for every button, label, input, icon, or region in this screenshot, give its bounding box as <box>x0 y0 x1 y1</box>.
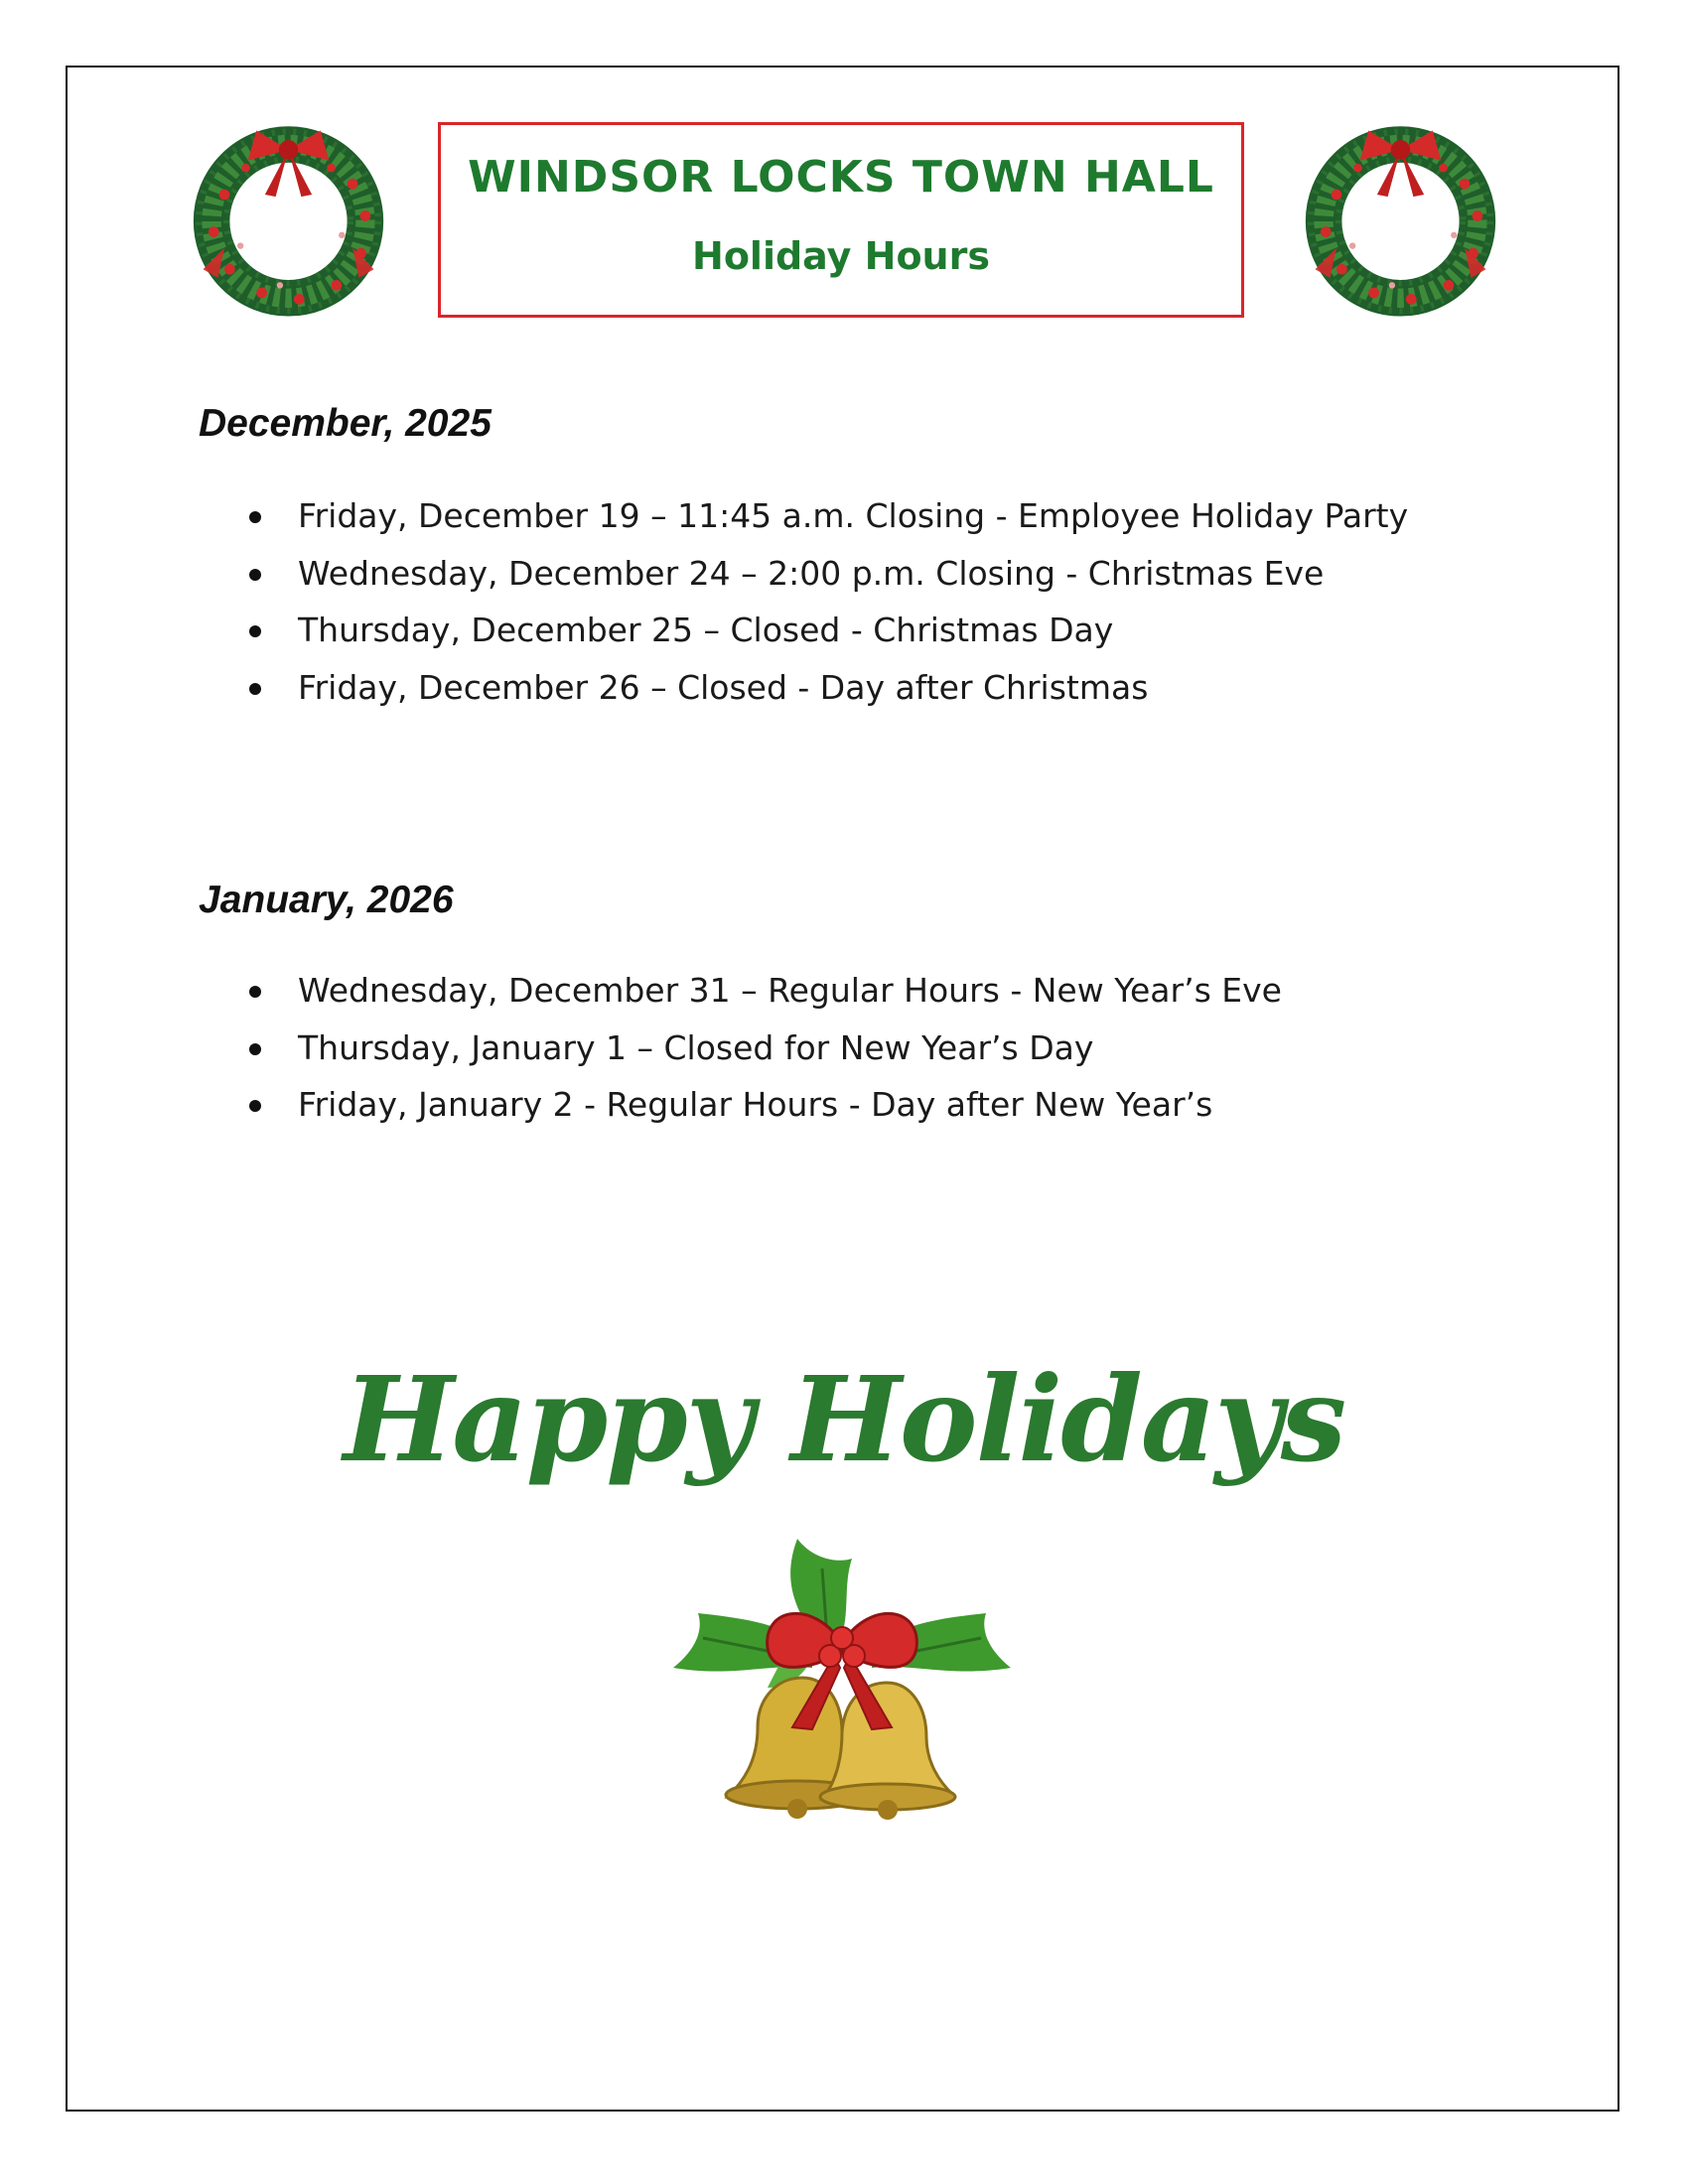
list-item <box>246 962 1282 1020</box>
january-hours-list <box>246 962 1282 1134</box>
list-item-text: Wednesday, December 24 – 2:00 p.m. Closing - Christmas Eve <box>298 553 1325 593</box>
page-title: WINDSOR LOCKS TOWN HALL <box>468 152 1214 203</box>
list-item <box>246 1020 1282 1077</box>
section-heading-january: January, 2026 <box>199 879 454 921</box>
list-item-text: Wednesday, December 31 – Regular Hours - New Year’s Eve <box>298 971 1282 1010</box>
page-subtitle: Holiday Hours <box>692 234 990 278</box>
december-hours-list <box>246 487 1408 716</box>
bells-icon <box>663 1539 1021 1856</box>
wreath-icon <box>182 109 395 323</box>
greeting-text: Happy Holidays <box>343 1350 1345 1488</box>
bullet-icon <box>249 1043 261 1055</box>
list-item-text: Thursday, January 1 – Closed for New Year’s Day <box>298 1027 1094 1067</box>
bullet-icon <box>249 1100 261 1112</box>
wreath-icon <box>1294 109 1507 323</box>
list-item-text: Friday, December 26 – Closed - Day after Christmas <box>298 667 1149 707</box>
list-item-text: Friday, December 19 – 11:45 a.m. Closing - Employee Holiday Party <box>298 496 1409 535</box>
list-item <box>246 659 1408 717</box>
list-item <box>246 1076 1282 1134</box>
bullet-icon <box>249 569 261 581</box>
list-item-text: Friday, January 2 - Regular Hours - Day after New Year’s <box>298 1085 1213 1124</box>
bullet-icon <box>249 511 261 523</box>
section-heading-december: December, 2025 <box>199 402 492 445</box>
bullet-icon <box>249 625 261 637</box>
list-item <box>246 602 1408 659</box>
list-item <box>246 487 1408 545</box>
bullet-icon <box>249 683 261 695</box>
title-box <box>438 122 1244 318</box>
list-item <box>246 545 1408 603</box>
list-item-text: Thursday, December 25 – Closed - Christmas Day <box>298 611 1114 649</box>
bullet-icon <box>249 986 261 998</box>
